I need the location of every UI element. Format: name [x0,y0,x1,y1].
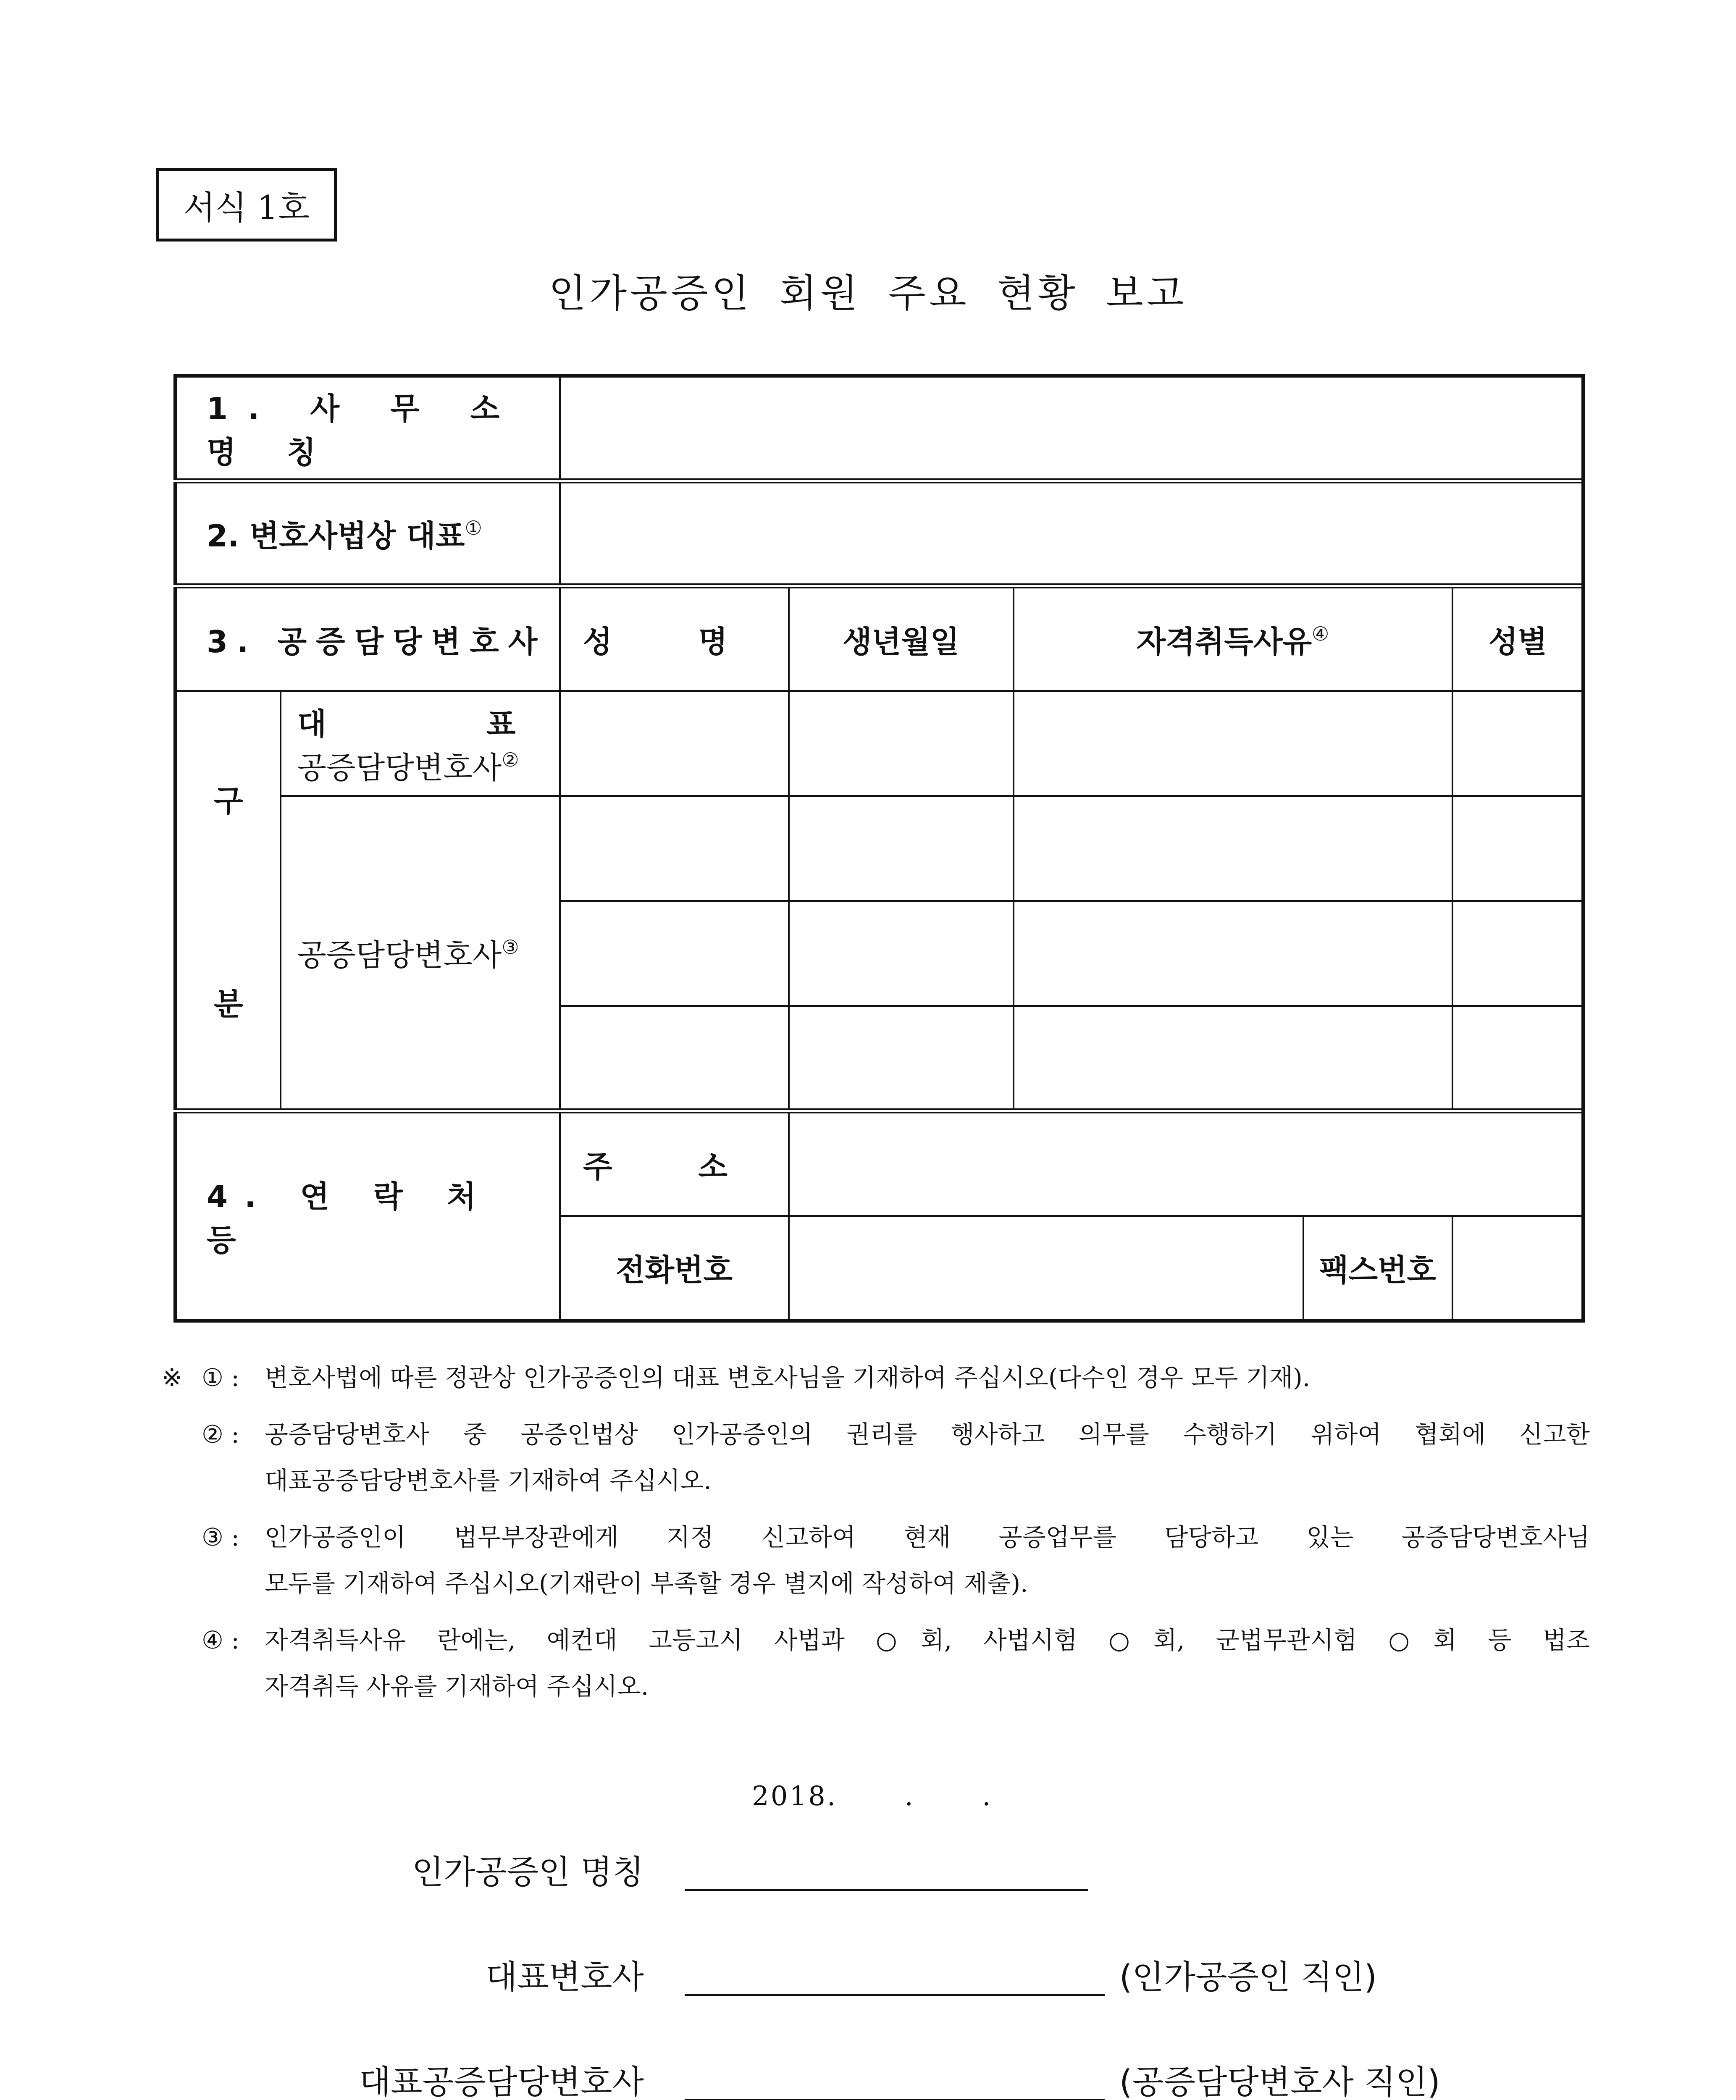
member-row-1 [176,796,1584,901]
representative-field[interactable] [560,481,1584,586]
note-text-line: 변호사법에 따른 정관상 인가공증인의 대표 변호사님을 기재하여 주십시오(다수인 경우 모두 기재). [265,1363,1311,1392]
phone-field[interactable] [789,1216,1303,1321]
col-birth-header: 생년월일 [789,586,1014,691]
rep-lawyer-seal-note: (인가공증인 직인) [1119,1958,1377,1996]
rep-notary-birth-field[interactable] [789,691,1014,796]
rep-lawyer-line[interactable] [685,1994,1105,1996]
member-2-name-field[interactable] [560,901,789,1006]
report-date: 2018. . . [752,1781,993,1812]
member-2-reason-field[interactable] [1014,901,1452,1006]
rep-notary-gender-field[interactable] [1452,691,1584,796]
office-name-label: 1. 사 무 소 명 칭 [176,376,560,481]
note-text-line: 자격취득 사유를 기재하여 주십시오. [265,1672,649,1701]
member-2-birth-field[interactable] [789,901,1014,1006]
fax-label: 팩스번호 [1303,1216,1452,1321]
category-label [176,691,281,1111]
note-item [162,1354,1590,1401]
note-text-line: 대표공증담당변호사를 기재하여 주십시오. [265,1466,712,1495]
note-ref-2: ② [502,748,519,771]
col-name-header: 성 명 [560,586,789,691]
member-3-reason-field[interactable] [1014,1006,1452,1111]
contact-label: 4. 연 락 처 등 [176,1111,560,1321]
form-number-box: 서식 1호 [156,168,337,242]
note-text-line: 모두를 기재하여 주십시오(기재란이 부족할 경우 별지에 작성하여 제출). [265,1569,1028,1598]
notes-section [162,1354,1590,1709]
note-item [162,1514,1590,1606]
rep-notary-lawyer-seal-note: (공증담당변호사 직인) [1119,2063,1440,2100]
report-table [173,374,1585,1323]
notary-lawyer-label: 3. 공증담당변호사 [176,586,560,691]
representative-label: 2. 변호사법상 대표① [176,481,560,586]
note-text-line: 공증담당변호사 중 공증인법상 인가공증인의 권리를 행사하고 의무를 수행하기 위하여 협회에 신고한 [265,1420,1590,1449]
rep-notary-row [176,691,1584,796]
notary-name-line[interactable] [685,1889,1088,1891]
address-field[interactable] [789,1111,1584,1216]
member-3-gender-field[interactable] [1452,1006,1584,1111]
note-ref-3: ③ [502,935,519,958]
member-3-name-field[interactable] [560,1006,789,1111]
col-reason-header: 자격취득사유④ [1014,586,1452,691]
member-notary-label: 공증담당변호사③ [281,796,560,1111]
representative-row [176,481,1584,586]
note-text-line: 인가공증인이 법무부장관에게 지정 신고하여 현재 공증업무를 담당하고 있는 공증담당변호사님 [265,1523,1590,1551]
notary-name-label: 인가공증인 명칭 [412,1853,644,1891]
fax-field[interactable] [1452,1216,1584,1321]
member-2-gender-field[interactable] [1452,901,1584,1006]
note-number: ③ : [202,1523,239,1551]
note-mark: ※ [162,1363,182,1392]
note-number: ② : [202,1420,239,1449]
office-name-field[interactable] [560,376,1584,481]
note-ref-4: ④ [1312,622,1329,645]
col-gender-header: 성별 [1452,586,1584,691]
rep-notary-name-field[interactable] [560,691,789,796]
office-name-row [176,376,1584,481]
note-item [162,1617,1590,1709]
member-1-gender-field[interactable] [1452,796,1584,901]
rep-lawyer-label: 대표변호사 [486,1958,644,1996]
rep-notary-label: 대 표 공증담당변호사② [281,691,560,796]
member-1-birth-field[interactable] [789,796,1014,901]
category-bottom: 분 [213,986,243,1022]
note-ref-1: ① [465,516,482,539]
page-title: 인가공증인 회원 주요 현황 보고 [549,271,1187,316]
member-3-birth-field[interactable] [789,1006,1014,1111]
category-top: 구 [213,783,243,819]
rep-notary-reason-field[interactable] [1014,691,1452,796]
phone-label: 전화번호 [560,1216,789,1321]
note-number: ① : [202,1363,239,1392]
member-1-reason-field[interactable] [1014,796,1452,901]
notary-header-row [176,586,1584,691]
address-row [176,1111,1584,1216]
rep-notary-lawyer-label: 대표공증담당변호사 [359,2063,644,2100]
note-text-line: 자격취득사유 란에는, 예컨대 고등고시 사법과 ○회, 사법시험 ○회, 군법무관시험 ○회 등 법조 [265,1626,1590,1654]
note-item [162,1411,1590,1504]
member-1-name-field[interactable] [560,796,789,901]
note-number: ④ : [202,1626,239,1654]
address-label: 주 소 [560,1111,789,1216]
